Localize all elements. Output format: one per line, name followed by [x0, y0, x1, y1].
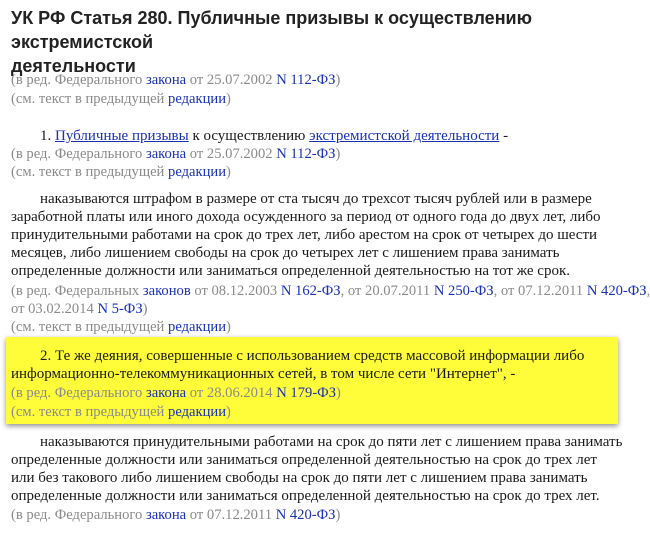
part2-previous-version-note: (см. текст в предыдущей редакции) — [11, 404, 231, 420]
part2-penalty-line: определенные должности или заниматься определенной деятельностью на срок до трех лет — [11, 452, 597, 468]
part1-previous-version-note: (см. текст в предыдущей редакции) — [11, 164, 231, 180]
previous-version-link[interactable]: редакции — [168, 164, 227, 180]
amendment-law-link[interactable]: закона — [145, 385, 187, 401]
part1-amendment-note-2: (в ред. Федеральных законов от 08.12.2003 N 162-ФЗ, от 20.07.2011 N 250-ФЗ, от 07.12.2011 N 420-ФЗ, — [11, 283, 650, 299]
part1-amendment-note: (в ред. Федерального закона от 25.07.2002 N 112-ФЗ) — [11, 146, 341, 162]
article-previous-version-note: (см. текст в предыдущей редакции) — [11, 91, 231, 107]
article-title — [11, 6, 611, 78]
part1-penalty-line: заработной платы или иного дохода осужденного за период от одного года до двух лет, либо — [11, 209, 601, 225]
part1-penalty-line: принудительными работами на срок до трех лет, либо арестом на срок от четырех до шести — [11, 227, 598, 243]
part2-amendment-note: (в ред. Федерального закона от 28.06.2014 N 179-ФЗ) — [11, 385, 341, 401]
extremist-activity-link[interactable]: экстремистской деятельности — [309, 128, 500, 144]
part2-heading-line1: 2. Те же деяния, совершенные с использованием средств массовой информации либо — [40, 348, 585, 364]
amendment-number-link[interactable]: N 420-ФЗ — [275, 507, 336, 523]
amendment-number-link[interactable]: N 5-ФЗ — [97, 301, 143, 317]
amendment-number-link[interactable]: N 179-ФЗ — [276, 385, 337, 401]
previous-version-link[interactable]: редакции — [168, 319, 227, 335]
amendment-number-link[interactable]: N 162-ФЗ — [280, 283, 341, 299]
part1-previous-version-note-2: (см. текст в предыдущей редакции) — [11, 319, 231, 335]
part1-heading: 1. Публичные призывы к осуществлению экстремистской деятельности - — [40, 128, 509, 144]
part1-penalty-line: определенные должности или заниматься определенной деятельностью на тот же срок. — [11, 263, 570, 279]
part2-penalty-line: наказываются принудительными работами на срок до пяти лет с лишением права занимать — [40, 434, 623, 450]
amendment-law-link[interactable]: закона — [145, 72, 187, 88]
amendment-law-link[interactable]: закона — [145, 507, 187, 523]
part2-penalty-line: или без такового либо лишением свободы на срок до пяти лет с лишением права занимать — [11, 470, 588, 486]
amendment-law-link[interactable]: закона — [145, 146, 187, 162]
amendment-number-link[interactable]: N 420-ФЗ — [586, 283, 647, 299]
article-amendment-note: (в ред. Федерального закона от 25.07.2002 N 112-ФЗ) — [11, 72, 341, 88]
article-title-line2: деятельности — [11, 56, 136, 76]
part2-penalty-line: определенные должности или заниматься определенной деятельностью на срок до трех лет. — [11, 488, 600, 504]
part1-amendment-note-2-cont: от 03.02.2014 N 5-ФЗ) — [11, 301, 148, 317]
amendment-number-link[interactable]: N 112-ФЗ — [276, 72, 336, 88]
part2-heading-line2: информационно-телекоммуникационных сетей, в том числе сети "Интернет", - — [11, 366, 516, 382]
amendment-number-link[interactable]: N 112-ФЗ — [276, 146, 336, 162]
amendment-law-link[interactable]: законов — [142, 283, 191, 299]
part2-amendment-note-2: (в ред. Федерального закона от 07.12.2011 N 420-ФЗ) — [11, 507, 341, 523]
part1-penalty-line: месяцев, либо лишением свободы на срок до четырех лет с лишением права занимать — [11, 245, 560, 261]
public-calls-link[interactable]: Публичные призывы — [55, 128, 189, 144]
article-title-line1: УК РФ Статья 280. Публичные призывы к осуществлению экстремистской — [11, 8, 532, 52]
part1-penalty-line: наказываются штрафом в размере от ста тысяч до трехсот тысяч рублей или в размере — [40, 191, 592, 207]
previous-version-link[interactable]: редакции — [168, 91, 227, 107]
amendment-number-link[interactable]: N 250-ФЗ — [433, 283, 494, 299]
previous-version-link[interactable]: редакции — [168, 404, 227, 420]
